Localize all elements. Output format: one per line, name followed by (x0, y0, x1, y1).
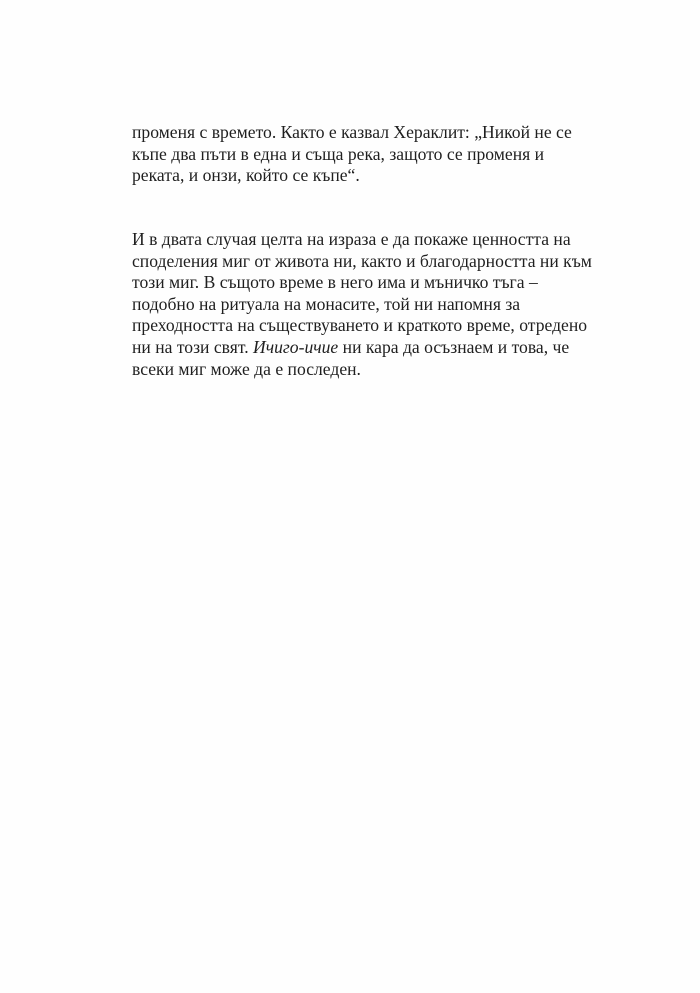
text-line-part: ни на този свят. (132, 336, 249, 357)
text-line: променя с времето. Както е казвал Хераклит: „Никой не се (132, 122, 572, 142)
text-line: подобно на ритуала на монасите, той ни напомня за (132, 293, 521, 314)
text-line (132, 337, 612, 359)
text-line: всеки миг може да е последен. (132, 358, 361, 379)
text-line: споделения миг от живота ни, както и благодарността ни към (132, 250, 592, 271)
text-line-part: ни кара да осъзнаем и това, че (338, 336, 570, 357)
text-line: този миг. В същото време в него има и мъничко тъга – (132, 272, 538, 293)
italic-term: Ичиго-ичие (253, 336, 339, 357)
text-line (132, 315, 612, 337)
text-line: реката, и онзи, който се къпе“. (132, 165, 360, 186)
text-line-part: преходността на съществуването и краткото време, отредено (132, 315, 588, 336)
paragraph-ichigo-ichie (132, 229, 612, 380)
paragraph-heraclitus-quote (132, 122, 612, 187)
text-line: къпе два пъти в една и съща река, защото се променя и (132, 143, 545, 164)
text-line: И в двата случая целта на израза е да покаже ценността на (132, 229, 571, 249)
